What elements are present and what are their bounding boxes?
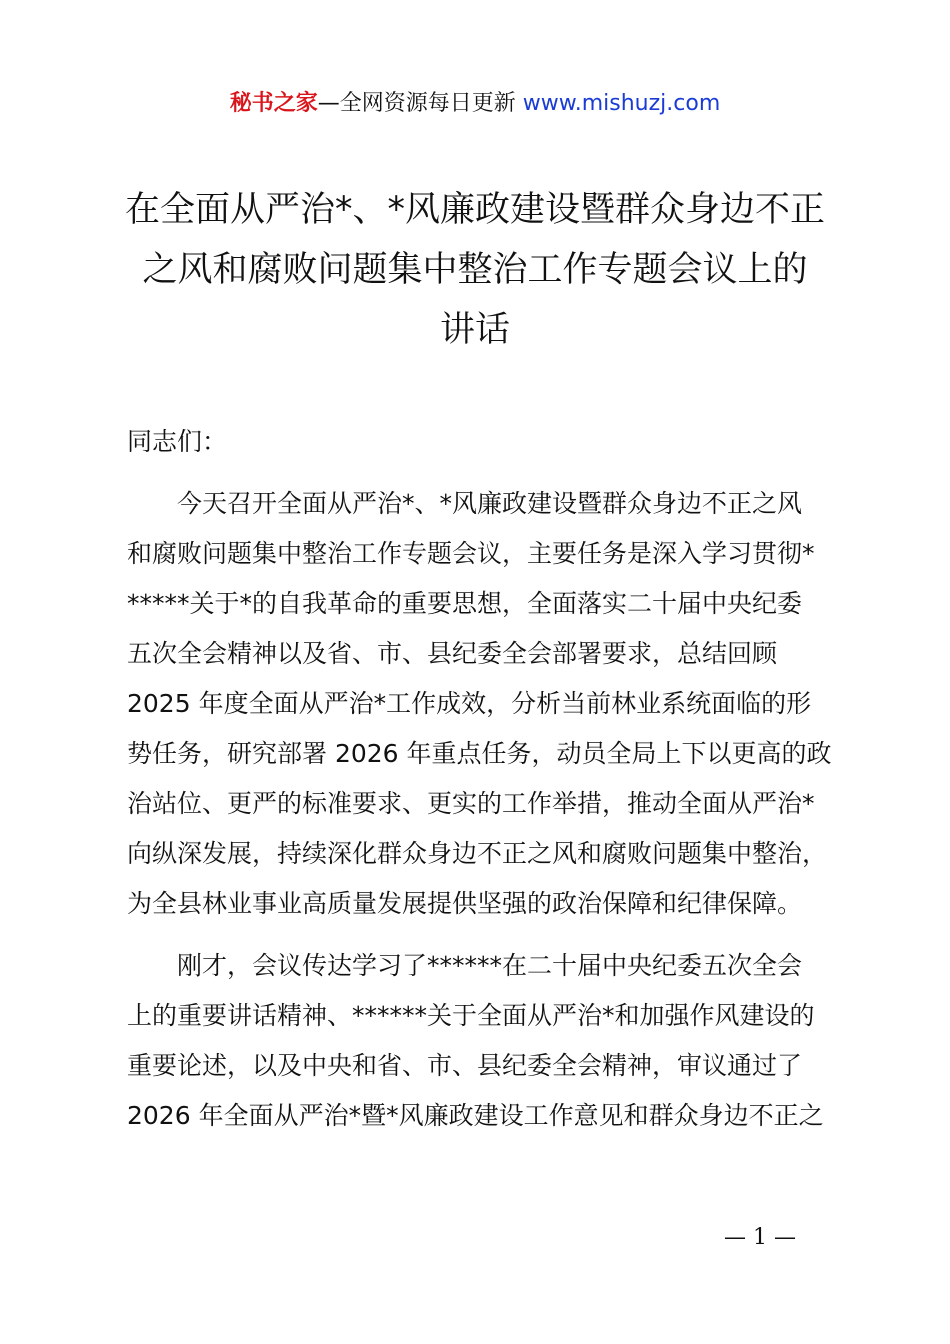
title-line: 讲话: [439, 310, 510, 350]
paragraph-line: 重要论述，以及中央和省、市、县纪委全会精神，审议通过了: [127, 1051, 803, 1080]
site-tagline: —全网资源每日更新: [317, 91, 523, 116]
paragraph-line: 刚才，会议传达学习了******在二十届中央纪委五次全会: [177, 951, 803, 980]
paragraph-line: 为全县林业事业高质量发展提供坚强的政治保障和纪律保障。: [127, 889, 803, 918]
paragraph: [127, 941, 857, 1141]
paragraph-line: *****关于*的自我革命的重要思想，全面落实二十届中央纪委: [127, 589, 803, 618]
title-line: 之风和腐败问题集中整治工作专题会议上的: [142, 250, 808, 290]
brand-name: 秘书之家: [229, 91, 318, 116]
document-body: [127, 417, 857, 1153]
paragraph-line: 五次全会精神以及省、市、县纪委全会部署要求，总结回顾: [127, 639, 778, 668]
paragraph-line: 治站位、更严的标准要求、更实的工作举措，推动全面从严治*: [127, 789, 815, 818]
paragraph-line: 势任务，研究部署 2026 年重点任务，动员全局上下以更高的政: [127, 739, 832, 768]
title-line: 在全面从严治*、*风廉政建设暨群众身边不正: [124, 190, 825, 230]
paragraph-line: 上的重要讲话精神、******关于全面从严治*和加强作风建设的: [127, 1001, 815, 1030]
paragraph-line: 2025 年度全面从严治*工作成效，分析当前林业系统面临的形: [127, 689, 812, 718]
site-header: [0, 88, 950, 120]
paragraph-line: 向纵深发展，持续深化群众身边不正之风和腐败问题集中整治，: [127, 839, 828, 868]
site-url-link[interactable]: www.mishuzj.com: [522, 91, 721, 116]
paragraph: [127, 479, 857, 929]
paragraph-line: 和腐败问题集中整治工作专题会议，主要任务是深入学习贯彻*: [127, 539, 815, 568]
greeting: 同志们：: [127, 427, 228, 456]
paragraph-line: 2026 年全面从严治*暨*风廉政建设工作意见和群众身边不正之: [127, 1101, 824, 1130]
paragraph-line: 今天召开全面从严治*、*风廉政建设暨群众身边不正之风: [177, 489, 803, 518]
page-number: — 1 —: [724, 1225, 796, 1250]
document-title: [110, 180, 840, 360]
